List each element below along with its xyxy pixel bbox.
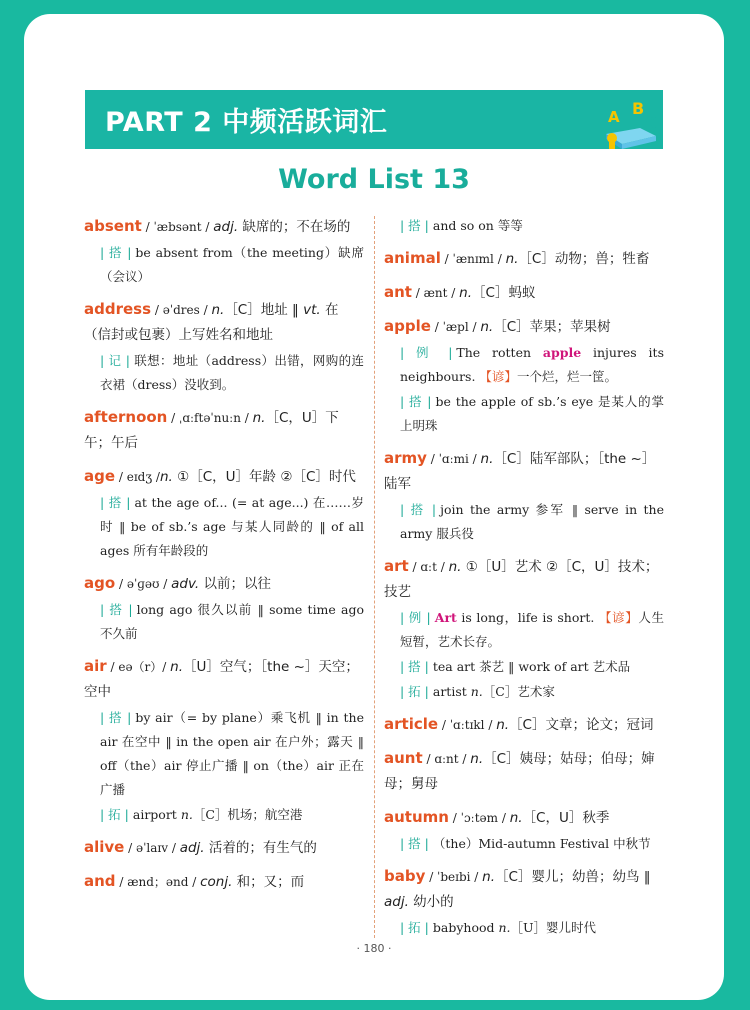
phonetic: / əˈɡəʊ / <box>115 577 172 591</box>
abc-blocks-icon <box>592 94 662 150</box>
definition: 在（信封或包裹）上写姓名和地址 <box>84 302 339 343</box>
headword: address <box>84 300 152 318</box>
definition: ［C］地址 ‖ <box>224 302 304 318</box>
proverb-mark: 【谚】 <box>479 369 517 384</box>
headword: afternoon <box>84 408 168 426</box>
part-of-speech: n. <box>180 807 193 822</box>
part-of-speech: adj. <box>384 894 409 910</box>
part-of-speech: n. <box>459 285 473 301</box>
part-of-speech: n. <box>252 410 266 426</box>
example-text: is long，life is short. <box>456 610 599 625</box>
collocation-text: and so on 等等 <box>432 218 523 233</box>
part-of-speech: adv. <box>171 576 200 592</box>
phonetic: / ˈɑːmi / <box>426 452 481 466</box>
tag-collocation: | 搭 | <box>100 602 133 617</box>
headword: alive <box>84 838 125 856</box>
entry-and <box>84 869 364 895</box>
definition: ［C］婴儿；幼兽；幼鸟 ‖ <box>495 869 651 885</box>
tag-collocation: | 搭 | <box>400 218 429 233</box>
phonetic: / eɪdʒ / <box>115 470 160 484</box>
headword: and <box>84 872 116 890</box>
entry-autumn <box>384 805 664 856</box>
example-translation: 人生短暂，艺术长存。 <box>400 610 664 649</box>
definition: ［U］空气；［the ~］天空；空中 <box>84 659 359 700</box>
definition: ［C］文章；论文；冠词 <box>509 717 654 733</box>
phonetic: / ˈbeɪbi / <box>425 870 483 884</box>
entry-army <box>384 446 664 546</box>
phonetic: / əˈlaɪv / <box>124 841 180 855</box>
headword: article <box>384 715 439 733</box>
phonetic: / ˌɑːftəˈnuːn / <box>167 411 253 425</box>
part-of-speech: adj. <box>213 219 239 235</box>
entry-air <box>84 654 364 827</box>
definition: ［C］蚂蚁 <box>472 285 536 301</box>
headword: apple <box>384 317 431 335</box>
entry-baby <box>384 864 664 940</box>
part-of-speech: n. <box>496 717 510 733</box>
extension-word: babyhood <box>432 920 499 935</box>
entry-art <box>384 554 664 704</box>
headword: age <box>84 467 116 485</box>
part-of-speech: n. <box>159 469 173 485</box>
phonetic: / əˈdres / <box>151 303 212 317</box>
definition: ［C，U］下午；午后 <box>84 410 339 451</box>
tag-collocation: | 搭 | <box>400 659 429 674</box>
tag-extension: | 拓 | <box>400 920 429 935</box>
phonetic: / ˈæbsənt / <box>141 220 214 234</box>
entry-address <box>84 297 364 397</box>
collocation-text: join the army 参军 ‖ serve in the army 服兵役 <box>400 502 665 541</box>
part-of-speech: n. <box>470 684 483 699</box>
entry-and-continued <box>384 214 664 238</box>
phonetic: / ˈɔːtəm / <box>448 811 510 825</box>
headword: ant <box>384 283 412 301</box>
definition: ［C，U］秋季 <box>522 810 610 826</box>
abc-letter: B <box>632 99 645 118</box>
part-of-speech: conj. <box>200 874 233 890</box>
abc-letter: A <box>608 108 620 126</box>
part-of-speech: n. <box>448 559 462 575</box>
headword: army <box>384 449 427 467</box>
example-text: The rotten <box>456 345 543 360</box>
banner-title: PART 2 中频活跃词汇 <box>105 107 388 138</box>
left-column <box>84 214 364 903</box>
collocation-text: tea art 茶艺 ‖ work of art 艺术品 <box>432 659 631 674</box>
tag-collocation: | 搭 | <box>100 245 132 260</box>
memo-text: 联想：地址（address）出错，网购的连衣裙（dress）没收到。 <box>100 353 364 392</box>
part-of-speech: n. <box>509 810 523 826</box>
definition: ［C］陆军部队；［the ~］陆军 <box>384 451 656 492</box>
collocation-text: （the）Mid-autumn Festival 中秋节 <box>432 836 651 851</box>
tag-example: | 例 | <box>400 610 431 625</box>
part-of-speech: n. <box>170 659 184 675</box>
tag-example: | 例 | <box>400 345 453 360</box>
phonetic: / eə（r）/ <box>106 660 171 674</box>
phonetic: / ɑːt / <box>408 560 449 574</box>
extension-text: ［U］婴儿时代 <box>510 920 597 935</box>
headword: autumn <box>384 808 449 826</box>
page-number: · 180 · <box>356 942 392 955</box>
extension-word: artist <box>432 684 471 699</box>
part-of-speech: n. <box>482 869 496 885</box>
proverb-mark: 【谚】 <box>598 610 639 625</box>
entry-absent <box>84 214 364 289</box>
definition: 缺席的；不在场的 <box>238 219 351 235</box>
headword: baby <box>384 867 426 885</box>
headword: art <box>384 557 409 575</box>
definition: 活着的；有生气的 <box>204 840 317 856</box>
definition: ①［U］艺术 ②［C，U］技术；技艺 <box>384 559 659 600</box>
entry-article <box>384 712 664 738</box>
part-of-speech: n. <box>211 302 225 318</box>
extension-word: airport <box>132 807 181 822</box>
collocation-text: be absent from（the meeting）缺席（会议） <box>100 245 364 284</box>
entry-ago <box>84 571 364 646</box>
phonetic: / ænt / <box>411 286 460 300</box>
definition: ［C］苹果；苹果树 <box>493 319 611 335</box>
entry-aunt <box>384 746 664 797</box>
entry-age <box>84 464 364 563</box>
collocation-text: be the apple of sb.’s eye 是某人的掌上明珠 <box>400 394 664 433</box>
headword: ago <box>84 574 116 592</box>
extension-text: ［C］机场；航空港 <box>192 807 303 822</box>
tag-collocation: | 搭 | <box>100 495 131 510</box>
definition: ［C］动物；兽；牲畜 <box>518 251 650 267</box>
entry-animal <box>384 246 664 272</box>
abc-letter: C <box>646 114 658 132</box>
entry-alive <box>84 835 364 861</box>
definition: 幼小的 <box>408 894 454 910</box>
definition: ［C］姨母；姑母；伯母；婶母；舅母 <box>384 751 655 792</box>
headword: absent <box>84 217 142 235</box>
collocation-text: long ago 很久以前 ‖ some time ago 不久前 <box>100 602 364 641</box>
definition: 和；又；而 <box>232 874 305 890</box>
headword: aunt <box>384 749 423 767</box>
headword: animal <box>384 249 441 267</box>
right-column <box>384 214 664 948</box>
phonetic: / ˈænɪml / <box>440 252 506 266</box>
example-keyword: apple <box>542 345 582 360</box>
tag-collocation: | 搭 | <box>400 394 432 409</box>
example-keyword: Art <box>434 610 457 625</box>
collocation-text: by air（= by plane）乘飞机 ‖ in the air 在空中 ‖ in the open air 在户外；露天 ‖ off（the）air 停止广播 ‖ on（the）air 正在广播 <box>100 710 364 797</box>
part-of-speech: n. <box>505 251 519 267</box>
part-of-speech: vt. <box>303 302 321 318</box>
tag-extension: | 拓 | <box>400 684 429 699</box>
phonetic: / ˈɑːtɪkl / <box>438 718 497 732</box>
tag-collocation: | 搭 | <box>400 502 437 517</box>
entry-apple <box>384 314 664 438</box>
column-divider <box>374 216 375 938</box>
part-of-speech: n. <box>480 319 494 335</box>
part-of-speech: n. <box>480 451 494 467</box>
tag-collocation: | 搭 | <box>400 836 429 851</box>
headword: air <box>84 657 107 675</box>
page <box>24 14 724 1000</box>
phonetic: / ˈæpl / <box>430 320 481 334</box>
definition: 以前；以往 <box>199 576 271 592</box>
entry-afternoon <box>84 405 364 456</box>
tag-memo: | 记 | <box>100 353 130 368</box>
phonetic: / ænd；ənd / <box>115 875 201 889</box>
collocation-text: at the age of... (= at age...) 在……岁时 ‖ be of sb.’s age 与某人同龄的 ‖ of all ages 所有年龄段的 <box>100 495 365 558</box>
phonetic: / ɑːnt / <box>422 752 471 766</box>
part-of-speech: n. <box>498 920 511 935</box>
entry-ant <box>384 280 664 306</box>
tag-extension: | 拓 | <box>100 807 129 822</box>
example-text: injures its neighbours. <box>400 345 664 384</box>
part-of-speech: n. <box>470 751 484 767</box>
section-banner <box>85 90 663 149</box>
example-translation: 一个烂，烂一筐。 <box>516 369 617 384</box>
extension-text: ［C］艺术家 <box>482 684 555 699</box>
part-of-speech: adj. <box>179 840 205 856</box>
word-list-title: Word List 13 <box>278 164 470 195</box>
tag-collocation: | 搭 | <box>100 710 132 725</box>
definition: ①［C，U］年龄 ②［C］时代 <box>172 469 356 485</box>
